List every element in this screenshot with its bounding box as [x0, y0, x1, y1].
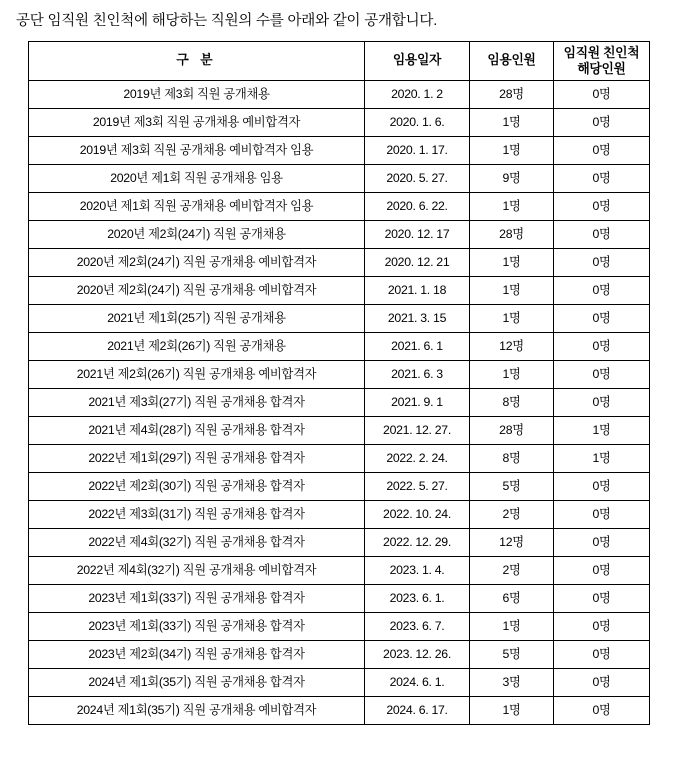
table-row	[29, 472, 650, 500]
table-row	[29, 640, 650, 668]
table-row	[29, 500, 650, 528]
cell-appointment-date: 2022. 10. 24.	[365, 500, 470, 528]
table-row	[29, 528, 650, 556]
cell-appointment-date: 2020. 1. 6.	[365, 108, 470, 136]
cell-appointment-count: 1명	[470, 276, 554, 304]
cell-relative-count: 0명	[554, 332, 650, 360]
cell-appointment-date: 2024. 6. 17.	[365, 696, 470, 724]
cell-relative-count: 0명	[554, 136, 650, 164]
cell-division: 2020년 제1회 직원 공개채용 예비합격자 임용	[29, 192, 365, 220]
table-row	[29, 192, 650, 220]
table-row	[29, 584, 650, 612]
table-row	[29, 556, 650, 584]
cell-division: 2022년 제4회(32기) 직원 공개채용 합격자	[29, 528, 365, 556]
table-row	[29, 248, 650, 276]
cell-relative-count: 0명	[554, 248, 650, 276]
table-container	[14, 41, 661, 725]
cell-division: 2021년 제2회(26기) 직원 공개채용	[29, 332, 365, 360]
cell-relative-count: 1명	[554, 444, 650, 472]
table-row	[29, 612, 650, 640]
cell-appointment-date: 2020. 5. 27.	[365, 164, 470, 192]
cell-appointment-date: 2020. 12. 21	[365, 248, 470, 276]
cell-division: 2021년 제2회(26기) 직원 공개채용 예비합격자	[29, 360, 365, 388]
cell-relative-count: 0명	[554, 528, 650, 556]
cell-appointment-count: 3명	[470, 668, 554, 696]
table-row	[29, 444, 650, 472]
cell-appointment-date: 2023. 6. 7.	[365, 612, 470, 640]
cell-division: 2022년 제4회(32기) 직원 공개채용 예비합격자	[29, 556, 365, 584]
cell-appointment-date: 2024. 6. 1.	[365, 668, 470, 696]
table-row	[29, 696, 650, 724]
employment-disclosure-table	[28, 41, 650, 725]
cell-relative-count: 0명	[554, 164, 650, 192]
cell-appointment-date: 2021. 12. 27.	[365, 416, 470, 444]
cell-appointment-count: 2명	[470, 500, 554, 528]
cell-division: 2021년 제4회(28기) 직원 공개채용 합격자	[29, 416, 365, 444]
cell-appointment-count: 1명	[470, 108, 554, 136]
cell-appointment-date: 2023. 1. 4.	[365, 556, 470, 584]
cell-division: 2022년 제3회(31기) 직원 공개채용 합격자	[29, 500, 365, 528]
cell-appointment-count: 28명	[470, 80, 554, 108]
column-header-appointment-date: 임용일자	[365, 41, 470, 80]
table-row	[29, 80, 650, 108]
cell-relative-count: 0명	[554, 696, 650, 724]
cell-relative-count: 0명	[554, 220, 650, 248]
cell-appointment-count: 12명	[470, 332, 554, 360]
column-header-appointment-count: 임용인원	[470, 41, 554, 80]
cell-division: 2019년 제3회 직원 공개채용 예비합격자 임용	[29, 136, 365, 164]
cell-relative-count: 0명	[554, 640, 650, 668]
cell-appointment-count: 8명	[470, 388, 554, 416]
table-row	[29, 360, 650, 388]
cell-appointment-date: 2020. 1. 2	[365, 80, 470, 108]
table-row	[29, 276, 650, 304]
cell-relative-count: 0명	[554, 108, 650, 136]
cell-division: 2023년 제1회(33기) 직원 공개채용 합격자	[29, 612, 365, 640]
cell-division: 2022년 제1회(29기) 직원 공개채용 합격자	[29, 444, 365, 472]
cell-division: 2021년 제3회(27기) 직원 공개채용 합격자	[29, 388, 365, 416]
column-header-relative-count	[554, 41, 650, 80]
cell-relative-count: 0명	[554, 556, 650, 584]
cell-appointment-count: 1명	[470, 612, 554, 640]
cell-appointment-count: 1명	[470, 696, 554, 724]
cell-appointment-count: 1명	[470, 136, 554, 164]
cell-appointment-count: 6명	[470, 584, 554, 612]
column-header-relative-count-line2: 해당인원	[577, 60, 626, 76]
intro-paragraph: 공단 임직원 친인척에 해당하는 직원의 수를 아래와 같이 공개합니다.	[16, 13, 438, 29]
table-body	[29, 80, 650, 724]
table-row	[29, 388, 650, 416]
cell-appointment-count: 8명	[470, 444, 554, 472]
cell-appointment-date: 2021. 6. 1	[365, 332, 470, 360]
table-header	[29, 41, 650, 80]
cell-appointment-date: 2022. 2. 24.	[365, 444, 470, 472]
cell-division: 2019년 제3회 직원 공개채용 예비합격자	[29, 108, 365, 136]
cell-division: 2020년 제2회(24기) 직원 공개채용 예비합격자	[29, 276, 365, 304]
cell-relative-count: 0명	[554, 668, 650, 696]
column-header-relative-count-line1: 임직원 친인척	[563, 44, 640, 60]
cell-appointment-count: 5명	[470, 472, 554, 500]
cell-appointment-count: 9명	[470, 164, 554, 192]
cell-appointment-date: 2022. 12. 29.	[365, 528, 470, 556]
cell-appointment-count: 28명	[470, 416, 554, 444]
table-header-row	[29, 41, 650, 80]
cell-relative-count: 0명	[554, 612, 650, 640]
cell-appointment-date: 2021. 6. 3	[365, 360, 470, 388]
cell-division: 2023년 제2회(34기) 직원 공개채용 합격자	[29, 640, 365, 668]
cell-division: 2020년 제2회(24기) 직원 공개채용 예비합격자	[29, 248, 365, 276]
table-row	[29, 668, 650, 696]
cell-relative-count: 0명	[554, 500, 650, 528]
cell-appointment-date: 2021. 3. 15	[365, 304, 470, 332]
cell-relative-count: 0명	[554, 388, 650, 416]
cell-division: 2024년 제1회(35기) 직원 공개채용 합격자	[29, 668, 365, 696]
table-row	[29, 304, 650, 332]
cell-relative-count: 0명	[554, 304, 650, 332]
cell-appointment-count: 12명	[470, 528, 554, 556]
table-row	[29, 136, 650, 164]
cell-appointment-date: 2021. 1. 18	[365, 276, 470, 304]
cell-division: 2019년 제3회 직원 공개채용	[29, 80, 365, 108]
table-row	[29, 416, 650, 444]
cell-division: 2020년 제1회 직원 공개채용 임용	[29, 164, 365, 192]
column-header-division-label: 구 분	[176, 52, 217, 68]
cell-relative-count: 0명	[554, 472, 650, 500]
cell-division: 2023년 제1회(33기) 직원 공개채용 합격자	[29, 584, 365, 612]
cell-appointment-date: 2020. 1. 17.	[365, 136, 470, 164]
cell-relative-count: 0명	[554, 276, 650, 304]
table-row	[29, 332, 650, 360]
cell-relative-count: 0명	[554, 360, 650, 388]
cell-relative-count: 0명	[554, 192, 650, 220]
cell-division: 2022년 제2회(30기) 직원 공개채용 합격자	[29, 472, 365, 500]
cell-appointment-count: 1명	[470, 248, 554, 276]
cell-relative-count: 0명	[554, 584, 650, 612]
cell-appointment-date: 2022. 5. 27.	[365, 472, 470, 500]
cell-appointment-date: 2020. 12. 17	[365, 220, 470, 248]
cell-appointment-count: 28명	[470, 220, 554, 248]
cell-appointment-count: 1명	[470, 360, 554, 388]
cell-division: 2020년 제2회(24기) 직원 공개채용	[29, 220, 365, 248]
table-row	[29, 108, 650, 136]
column-header-division	[29, 41, 365, 80]
cell-division: 2024년 제1회(35기) 직원 공개채용 예비합격자	[29, 696, 365, 724]
table-row	[29, 220, 650, 248]
cell-relative-count: 0명	[554, 80, 650, 108]
cell-appointment-date: 2020. 6. 22.	[365, 192, 470, 220]
cell-appointment-count: 1명	[470, 304, 554, 332]
cell-appointment-count: 5명	[470, 640, 554, 668]
cell-appointment-date: 2023. 6. 1.	[365, 584, 470, 612]
cell-appointment-date: 2021. 9. 1	[365, 388, 470, 416]
cell-appointment-date: 2023. 12. 26.	[365, 640, 470, 668]
table-row	[29, 164, 650, 192]
cell-relative-count: 1명	[554, 416, 650, 444]
cell-appointment-count: 2명	[470, 556, 554, 584]
cell-division: 2021년 제1회(25기) 직원 공개채용	[29, 304, 365, 332]
cell-appointment-count: 1명	[470, 192, 554, 220]
